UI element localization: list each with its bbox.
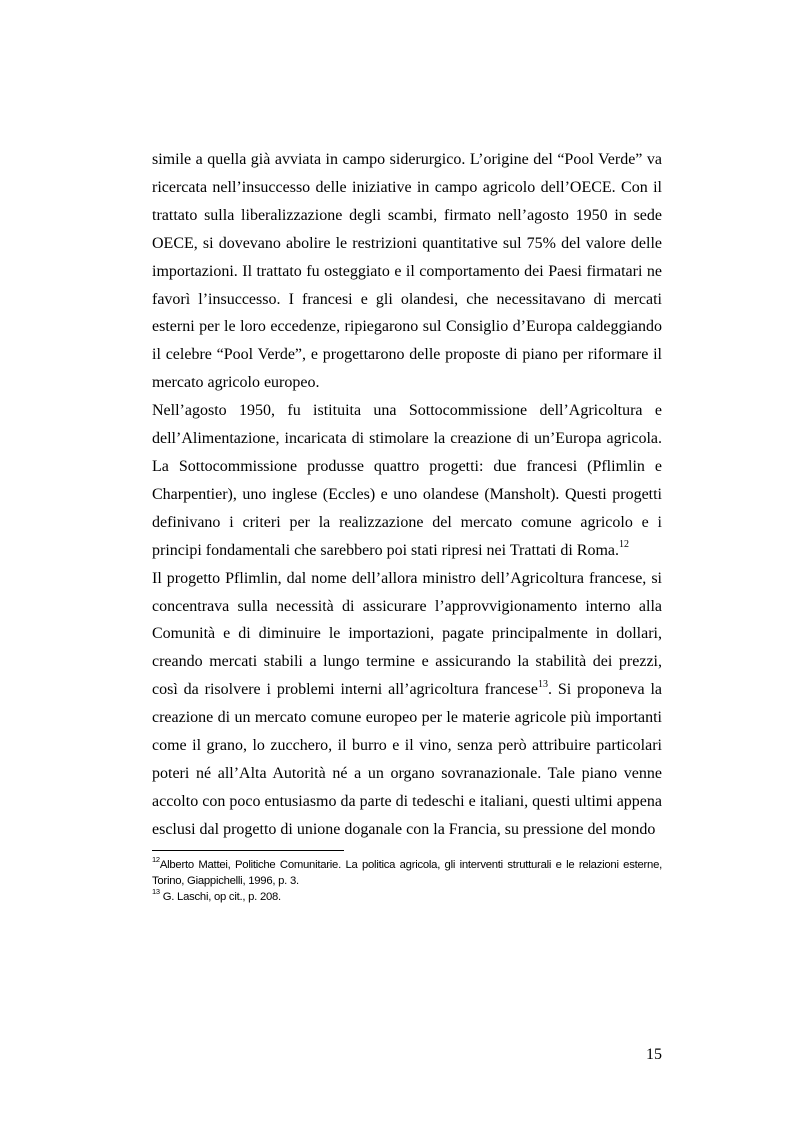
paragraph-3-text-after: . Si proponeva la creazione di un mercato comune europeo per le materie agricole più importanti come il grano, lo zucchero, il burro e il vino, senza però attribuire particolari poteri né all’Alta Autorità né a un organo sovranazionale. Tale piano venne accolto con poco entusiasmo da parte di tedeschi e italiani, questi ultimi appena esclusi dal progetto di unione doganale con la Francia, su pressione del mondo	[152, 681, 663, 838]
paragraph-3-text-before: Il progetto Pflimlin, dal nome dell’allora ministro dell’Agricoltura francese, si concentrava sulla necessità di assicurare l’approvvigionamento interno alla Comunità e di diminuire le importazioni, pagate principalmente in dollari, creando mercati stabili a lungo termine e assicurando la stabilità dei prezzi, così da risolvere i problemi interni all’agricoltura francese	[152, 569, 662, 699]
body-paragraph-1	[152, 146, 662, 397]
footnote-text-13: G. Laschi, op cit., p. 208.	[159, 891, 281, 903]
footnote-13	[152, 889, 662, 905]
footnote-12	[152, 857, 662, 889]
footnote-ref-12[interactable]: 12	[619, 539, 629, 551]
footnote-number-12: 12	[152, 855, 160, 865]
body-paragraph-3	[152, 565, 662, 844]
body-paragraph-2	[152, 397, 662, 564]
footnote-ref-13[interactable]: 13	[537, 678, 548, 690]
footnote-number-13: 13	[152, 887, 160, 897]
footnote-text-12: Alberto Mattei, Politiche Comunitarie. La politica agricola, gli interventi strutturali e le relazioni esterne, Torino, Giappichelli, 1996, p. 3.	[152, 859, 662, 887]
paragraph-2-text: Nell’agosto 1950, fu istituita una Sottocommissione dell’Agricoltura e dell’Alimentazione, incaricata di stimolare la creazione di un’Europa agricola. La Sottocommissione produsse quattro progetti: due francesi (Pflimlin e Charpentier), uno inglese (Eccles) e uno olandese (Mansholt). Questi progetti definivano i criteri per la realizzazione del mercato comune agricolo e i principi fondamentali che sarebbero poi stati ripresi nei Trattati di Roma.	[152, 402, 662, 559]
footnotes	[152, 857, 662, 905]
document-page	[152, 146, 662, 844]
page-number: 15	[646, 1046, 662, 1063]
paragraph-1-text: simile a quella già avviata in campo siderurgico. L’origine del “Pool Verde” va ricercata nell’insuccesso delle iniziative in campo agricolo dell’OECE. Con il trattato sulla liberalizzazione degli scambi, firmato nell’agosto 1950 in sede OECE, si dovevano abolire le restrizioni quantitative sul 75% del valore delle importazioni. Il trattato fu osteggiato e il comportamento dei Paesi firmatari ne favorì l’insuccesso. I francesi e gli olandesi, che necessitavano di mercati esterni per le loro eccedenze, ripiegarono sul Consiglio d’Europa caldeggiando il celebre “Pool Verde”, e progettarono delle proposte di piano per riformare il mercato agricolo europeo.	[152, 151, 662, 392]
footnote-separator	[152, 850, 344, 851]
